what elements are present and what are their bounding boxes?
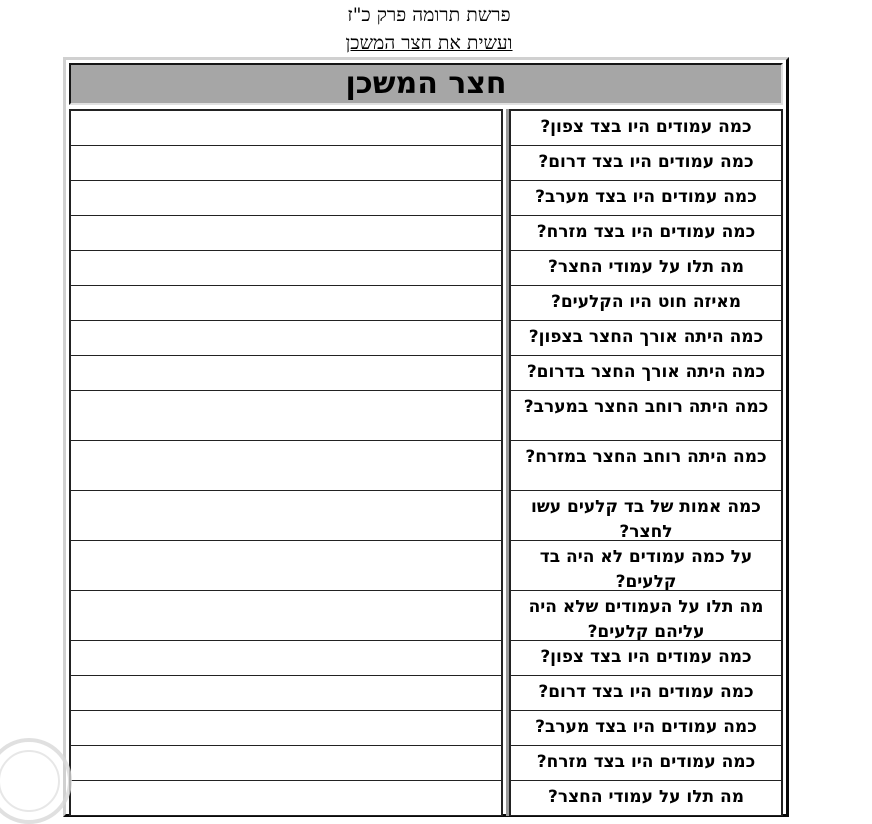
answer-cell[interactable] (71, 746, 501, 781)
question-cell: כמה עמודים היו בצד מערב? (511, 181, 781, 216)
answer-cell[interactable] (71, 286, 501, 321)
question-cell: על כמה עמודים לא היה בד קלעים? (511, 541, 781, 591)
question-cell: כמה עמודים היו בצד מזרח? (511, 216, 781, 251)
answer-cell[interactable] (71, 356, 501, 391)
question-cell: מה תלו על עמודי החצר? (511, 781, 781, 816)
answer-cell[interactable] (71, 491, 501, 541)
question-cell: מה תלו על העמודים שלא היה עליהם קלעים? (511, 591, 781, 641)
question-cell: מאיזה חוט היו הקלעים? (511, 286, 781, 321)
answer-cell[interactable] (71, 146, 501, 181)
answer-cell[interactable] (71, 181, 501, 216)
table-title: חצר המשכן (345, 66, 507, 101)
question-cell: כמה עמודים היו בצד צפון? (511, 111, 781, 146)
question-cell: כמה אמות של בד קלעים עשו לחצר? (511, 491, 781, 541)
question-cell: כמה היתה רוחב החצר במזרח? (511, 441, 781, 491)
answer-cell[interactable] (71, 641, 501, 676)
answers-column (69, 109, 503, 816)
answer-cell[interactable] (71, 676, 501, 711)
answer-cell[interactable] (71, 391, 501, 441)
worksheet-header (0, 0, 858, 56)
answer-cell[interactable] (71, 711, 501, 746)
question-cell: כמה היתה רוחב החצר במערב? (511, 391, 781, 441)
answer-cell[interactable] (71, 216, 501, 251)
answer-cell[interactable] (71, 541, 501, 591)
question-answer-grid (69, 109, 783, 816)
answer-cell[interactable] (71, 111, 501, 146)
question-cell: כמה עמודים היו בצד צפון? (511, 641, 781, 676)
questions-column (509, 109, 783, 816)
question-cell: כמה היתה אורך החצר בדרום? (511, 356, 781, 391)
table-title-bar (69, 63, 783, 105)
answer-cell[interactable] (71, 251, 501, 286)
question-cell: מה תלו על עמודי החצר? (511, 251, 781, 286)
answer-cell[interactable] (71, 441, 501, 491)
parsha-heading: פרשת תרומה פרק כ"ז (347, 4, 511, 26)
worksheet-table (63, 57, 789, 817)
question-cell: כמה עמודים היו בצד דרום? (511, 676, 781, 711)
question-cell: כמה עמודים היו בצד דרום? (511, 146, 781, 181)
answer-cell[interactable] (71, 321, 501, 356)
question-cell: כמה עמודים היו בצד מזרח? (511, 746, 781, 781)
answer-cell[interactable] (71, 591, 501, 641)
answer-cell[interactable] (71, 781, 501, 816)
question-cell: כמה עמודים היו בצד מערב? (511, 711, 781, 746)
question-cell: כמה היתה אורך החצר בצפון? (511, 321, 781, 356)
pasuk-heading: ועשית את חצר המשכן (345, 32, 513, 54)
watermark-stamp (0, 738, 72, 824)
